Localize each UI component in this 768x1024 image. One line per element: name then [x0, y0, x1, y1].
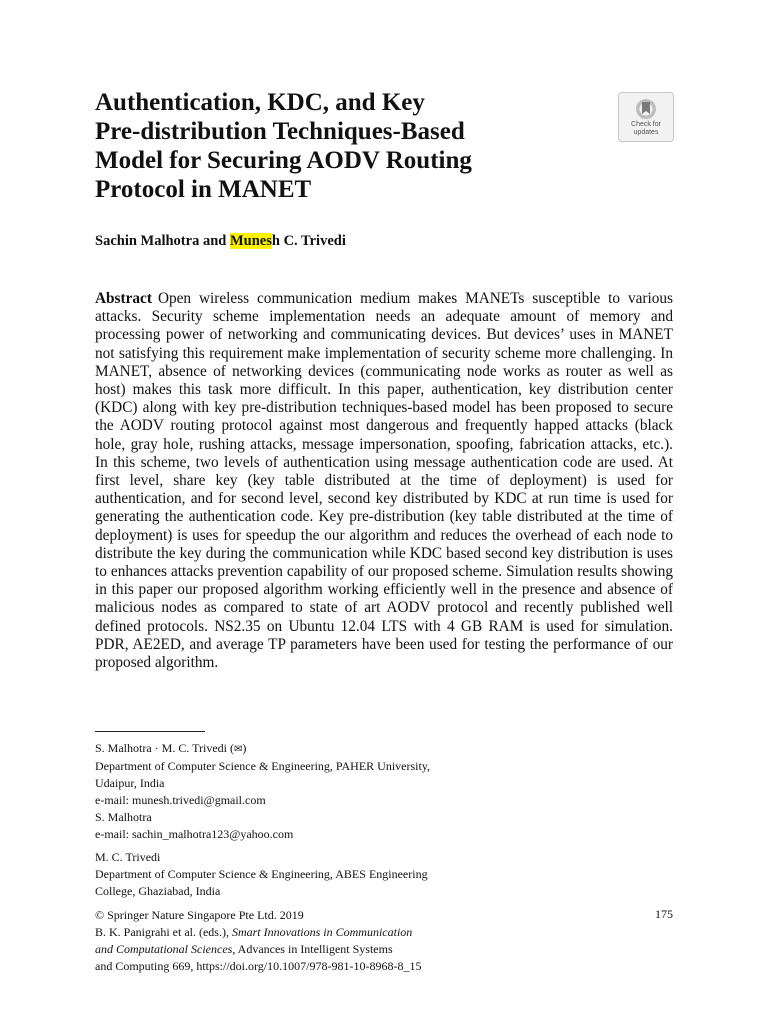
affiliation-name: M. C. Trivedi [95, 850, 161, 864]
affiliation-block-2 [95, 809, 675, 843]
affiliation-city: College, Ghaziabad, India [95, 884, 221, 898]
book-title-part-1: Smart Innovations in Communication [231, 925, 413, 939]
affiliation-email[interactable]: e-mail: munesh.trivedi@gmail.com [95, 793, 266, 807]
affiliation-name: S. Malhotra [95, 810, 152, 824]
highlighted-author-fragment: Munes [229, 233, 272, 249]
page-number: 175 [655, 907, 673, 921]
affiliation-authors [95, 740, 675, 758]
citation-line-3[interactable]: and Computing 669, https://doi.org/10.1007/978-981-10-8968-8_15 [95, 959, 422, 973]
author-text-1: Sachin Malhotra and [95, 233, 230, 249]
abstract-label: Abstract [95, 290, 152, 307]
envelope-icon: ✉ [234, 744, 243, 755]
affiliation-dept: Department of Computer Science & Engineering, ABES Engineering [95, 867, 428, 881]
abstract-paragraph [95, 290, 673, 672]
title-line-2: Pre-distribution Techniques-Based [95, 118, 465, 145]
affiliation-email[interactable]: e-mail: sachin_malhotra123@yahoo.com [95, 827, 294, 841]
citation-line-2 [95, 941, 675, 958]
abstract-body: Open wireless communication medium makes MANETs susceptible to various attacks. Security scheme implementation needs an adequate amount of memory and processing power of networking and communicating devices. But devices’ uses in MANET not satisfying this requirement make implementation of security scheme more challenging. In MANET, absence of networking devices (communicating node works as router as well as host) makes this task more difficult. In this paper, authentication, key distribution center (KDC) along with key pre-distribution techniques-based model has been proposed to secure the AODV routing protocol against most dangerous and frequently happed attacks (black hole, gray hole, rushing attacks, message impersonation, spoofing, fabrication attacks, etc.). In this scheme, two levels of authentication using message authentication code are used. At first level, share key (key table distributed at the time of deployment) is used for authentication, and for second level, second key distributed by KDC at run time is used for generating the authentication code. Key pre-distribution (key table distributed at the time of deployment) is uses for speedup the our algorithm and reduces the overhead of each node to distribute the key during the communication while KDC based second key distribution is uses to enhances attacks prevention capability of our proposed scheme. Simulation results showing in this paper our proposed algorithm working efficiently well in the presence and absence of malicious nodes as compared to state of art AODV protocol and recently published well defined protocols. NS2.35 on Ubuntu 12.04 LTS with 4 GB RAM is used for simulation. PDR, AE2ED, and average TP parameters have been used for testing the performance of our proposed algorithm. [95, 290, 673, 672]
title-line-4: Protocol in MANET [95, 176, 312, 203]
affiliation-block-3 [95, 849, 675, 900]
editors-text: B. K. Panigrahi et al. (eds.), [95, 925, 232, 939]
book-title-part-2: and Computational Sciences [95, 942, 233, 956]
title-line-1: Authentication, KDC, and Key [95, 89, 425, 116]
citation-line-1 [95, 924, 675, 941]
title-line-3: Model for Securing AODV Routing [95, 147, 472, 174]
badge-label: Check for updates [631, 121, 661, 136]
author-line [95, 233, 346, 250]
affiliation-close: ) [242, 741, 247, 755]
affiliation-city: Udaipur, India [95, 776, 165, 790]
bookmark-icon [633, 97, 659, 121]
series-text-1: , Advances in Intelligent Systems [232, 942, 393, 956]
affiliation-names: S. Malhotra · M. C. Trivedi ( [95, 741, 235, 755]
publication-footer [95, 907, 675, 975]
author-text-2: h C. Trivedi [271, 233, 346, 249]
paper-title [95, 88, 555, 204]
affiliation-block-1 [95, 740, 675, 809]
check-for-updates-badge[interactable] [618, 92, 674, 142]
copyright-line: © Springer Nature Singapore Pte Ltd. 2019 [95, 908, 304, 922]
footnote-divider [95, 731, 205, 732]
affiliation-dept: Department of Computer Science & Engineering, PAHER University, [95, 759, 431, 773]
